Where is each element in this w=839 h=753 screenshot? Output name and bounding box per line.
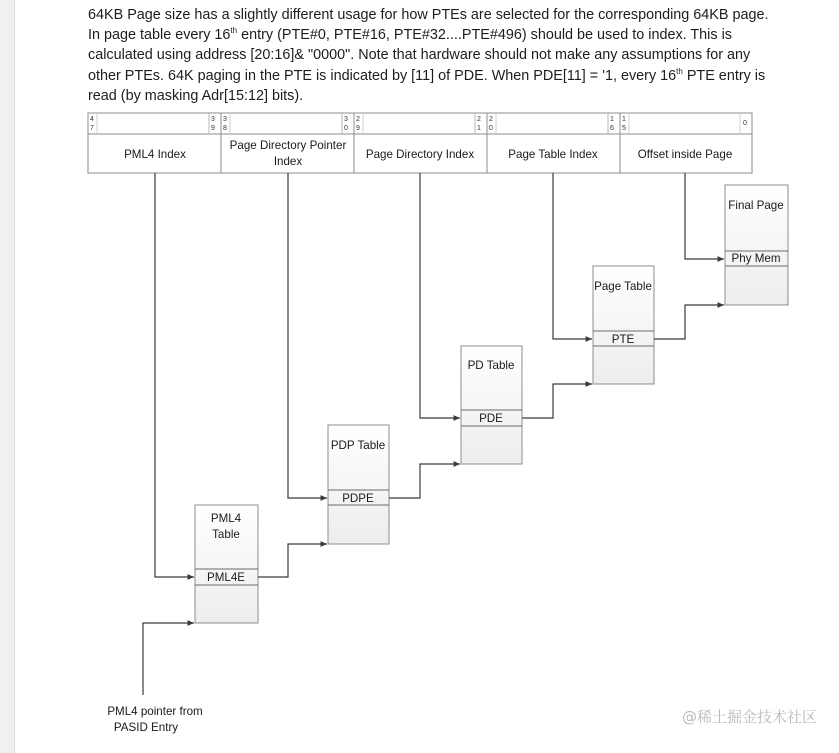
pdp-index-arrow (288, 173, 327, 498)
field-pdp-index-line2: Index (273, 155, 303, 168)
final-page (725, 185, 788, 305)
bit-16-ones: 6 (610, 125, 614, 132)
bit-47-tens: 4 (90, 116, 94, 123)
pt-index-arrow (553, 173, 592, 339)
paragraph-line-4: other PTEs. 64K paging in the PTE is indicated by [11] of PDE. When PDE[11] = '1, every 16th PTE entry is (88, 66, 766, 84)
pasid-source-line2: PASID Entry (113, 721, 179, 734)
paragraph-line-3: calculated using address [20:16]& "0000". Note that hardware should not make any assumptions for any (88, 47, 751, 64)
pd-table-title: PD Table (467, 359, 515, 372)
field-pml4-index: PML4 Index (124, 148, 186, 161)
pml4-table (195, 505, 258, 623)
bit-15-ones: 5 (622, 125, 626, 132)
bit-39-ones: 9 (211, 125, 215, 132)
pde-to-pt-arrow (522, 384, 592, 418)
pml4e-entry: PML4E (206, 571, 246, 584)
pml4e-to-pdp-arrow (258, 544, 327, 577)
bit-29-ones: 9 (356, 125, 360, 132)
pdp-table-title: PDP Table (330, 439, 386, 452)
field-pt-index: Page Table Index (508, 148, 598, 161)
paragraph-line-2: In page table every 16th entry (PTE#0, PTE#16, PTE#32....PTE#496) should be used to index. This is (88, 26, 732, 44)
bit-38-ones: 8 (223, 125, 227, 132)
pd-table (461, 346, 522, 464)
page-table (593, 266, 654, 384)
pasid-to-pml4-arrow (143, 623, 194, 695)
field-pd-index: Page Directory Index (365, 148, 475, 161)
offset-arrow (685, 173, 724, 259)
bit-39-tens: 3 (211, 116, 215, 123)
paragraph-line-5: read (by masking Adr[15:12] bits). (88, 87, 304, 104)
address-bitfield (88, 113, 752, 173)
bit-0: 0 (743, 120, 747, 127)
pml4-index-arrow (155, 173, 194, 577)
page-table-title: Page Table (594, 280, 652, 293)
final-page-title: Final Page (728, 199, 784, 212)
bit-20-ones: 0 (489, 125, 493, 132)
bit-20-tens: 2 (489, 116, 493, 123)
bit-30-tens: 3 (344, 116, 348, 123)
pd-index-arrow (420, 173, 460, 418)
bit-47-ones: 7 (90, 125, 94, 132)
bit-15-tens: 1 (622, 116, 626, 123)
pdpe-to-pd-arrow (389, 464, 460, 498)
field-pdp-index-line1: Page Directory Pointer (229, 139, 347, 152)
bit-30-ones: 0 (344, 125, 348, 132)
bit-29-tens: 2 (356, 116, 360, 123)
pdpe-entry: PDPE (342, 492, 374, 505)
bit-38-tens: 3 (223, 116, 227, 123)
pml4-table-title-2: Table (212, 528, 240, 541)
pte-to-final-arrow (654, 305, 724, 339)
phy-mem-entry: Phy Mem (731, 252, 781, 265)
bit-16-tens: 1 (610, 116, 614, 123)
field-offset: Offset inside Page (637, 148, 733, 161)
pte-entry: PTE (611, 333, 635, 346)
paragraph-line-1: 64KB Page size has a slightly different usage for how PTEs are selected for the corresponding 64KB page. (88, 7, 769, 23)
pde-entry: PDE (479, 412, 503, 425)
bit-21-tens: 2 (477, 116, 481, 123)
watermark: @稀土掘金技术社区 (681, 708, 817, 726)
pasid-source-line1: PML4 pointer from (107, 705, 203, 718)
pdp-table (328, 425, 389, 544)
bit-21-ones: 1 (477, 125, 481, 132)
pml4-table-title-1: PML4 (210, 512, 242, 525)
